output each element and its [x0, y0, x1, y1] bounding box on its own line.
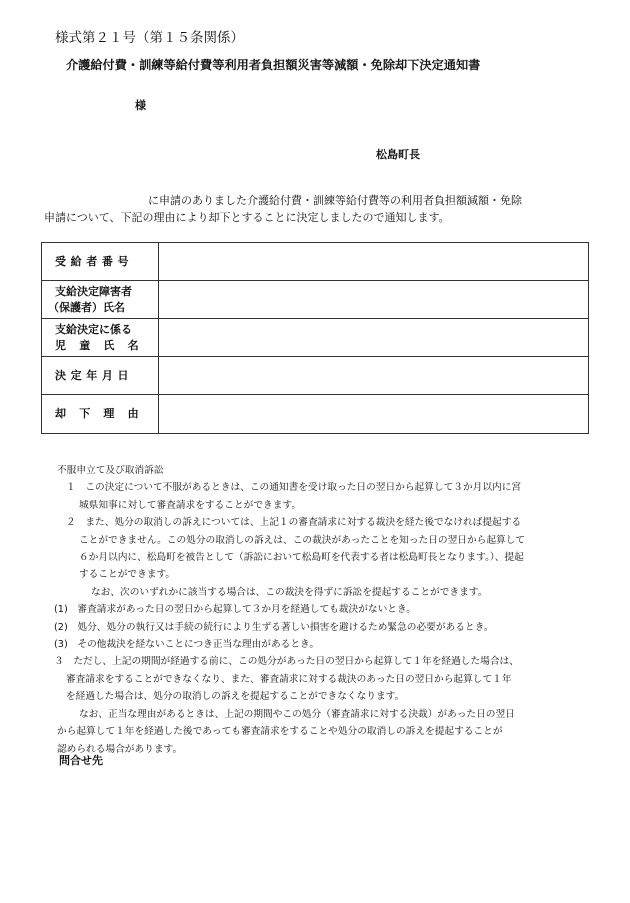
- appeal-notes: [44, 462, 604, 758]
- document-title: 介護給付費・訓練等給付費等利用者負担額災害等減額・免除却下決定通知書: [66, 58, 481, 72]
- value-recipient-number: [159, 243, 589, 281]
- note-line: なお、次のいずれかに該当する場合は、この裁決を得ずに訴訟を提起することができます。: [91, 586, 488, 598]
- note-line: １ この決定について不服があるときは、この通知書を受け取った日の翌日から起算して３か月以内に宮: [66, 482, 522, 494]
- label-recipient-number: 受給者番号: [55, 254, 134, 268]
- note-line: することができます。: [79, 569, 176, 581]
- label-guardian-line-1: 支給決定障害者: [55, 284, 132, 298]
- label-cell: [42, 395, 159, 434]
- label-rejection-reason: 却下理由: [55, 407, 152, 420]
- value-rejection-reason: [159, 395, 589, 434]
- note-line: (1) 審査請求があった日の翌日から起算して３か月を経過しても裁決がないとき。: [54, 604, 416, 616]
- notes-heading: 不服申立て及び取消訴訟: [57, 465, 164, 476]
- issuer-name: 松島町長: [376, 148, 420, 161]
- table-row-child-name: [42, 319, 589, 357]
- label-guardian-line-2: （保護者）氏名: [48, 300, 125, 314]
- table-row-rejection-reason: [42, 395, 589, 434]
- note-line: ことができません。この処分の取消しの訴えは、この裁決があったことを知った日の翌日から起算して: [79, 534, 526, 546]
- body-text-line-1: に申請のありました介護給付費・訓練等給付費等の利用者負担額減額・免除: [148, 194, 522, 207]
- note-line: 城県知事に対して審査請求をすることができます。: [79, 499, 302, 511]
- label-cell: [42, 357, 159, 395]
- recipient-suffix: 様: [135, 99, 146, 112]
- note-line: (3) その他裁決を経ないことにつき正当な理由があるとき。: [54, 639, 320, 651]
- label-cell: [42, 319, 159, 357]
- label-cell: [42, 243, 159, 281]
- value-guardian-name: [159, 281, 589, 319]
- form-number: 様式第２１号（第１５条関係）: [55, 30, 244, 46]
- note-line: (2) 処分、処分の執行又は手続の続行により生ずる著しい損害を避けるため緊急の必要があるとき。: [54, 621, 494, 633]
- note-line: から起算して１年を経過した後であっても審査請求をすることや処分の取消しの訴えを提起することが: [57, 726, 503, 738]
- value-decision-date: [159, 357, 589, 395]
- label-child-line-2: 児童氏名: [55, 338, 152, 352]
- label-child-line-1: 支給決定に係る: [55, 322, 132, 336]
- note-line: ６か月以内に、松島町を被告として（訴訟において松島町を代表する者は松島町長となります。）、提起: [79, 552, 524, 564]
- note-line: ２ また、処分の取消しの訴えについては、上記１の審査請求に対する裁決を経た後でなければ提起する: [66, 517, 522, 529]
- table-row-recipient-number: [42, 243, 589, 281]
- label-decision-date: 決定年月日: [55, 368, 134, 382]
- table-row-decision-date: [42, 357, 589, 395]
- note-line: 認められる場合があります。: [57, 743, 183, 755]
- value-child-name: [159, 319, 589, 357]
- table-row-guardian-name: [42, 281, 589, 319]
- label-cell: [42, 281, 159, 319]
- contact-label: 問合せ先: [59, 754, 103, 767]
- body-text-line-2: 申請について、下記の理由により却下とすることに決定しましたので通知します。: [44, 211, 450, 224]
- decision-details-table: [41, 242, 589, 434]
- note-line: 審査請求をすることができなくなり、また、審査請求に対する裁決のあった日の翌日から起算して１年: [66, 673, 512, 685]
- note-line: ３ ただし、上記の期間が経過する前に、この処分があった日の翌日から起算して１年を経過した場合は、: [54, 656, 519, 668]
- note-line: なお、正当な理由があるときは、上記の期間やこの処分（審査請求に対する決裁）があった日の翌日: [79, 708, 515, 720]
- note-line: を経過した場合は、処分の取消しの訴えを提起することができなくなります。: [66, 691, 405, 703]
